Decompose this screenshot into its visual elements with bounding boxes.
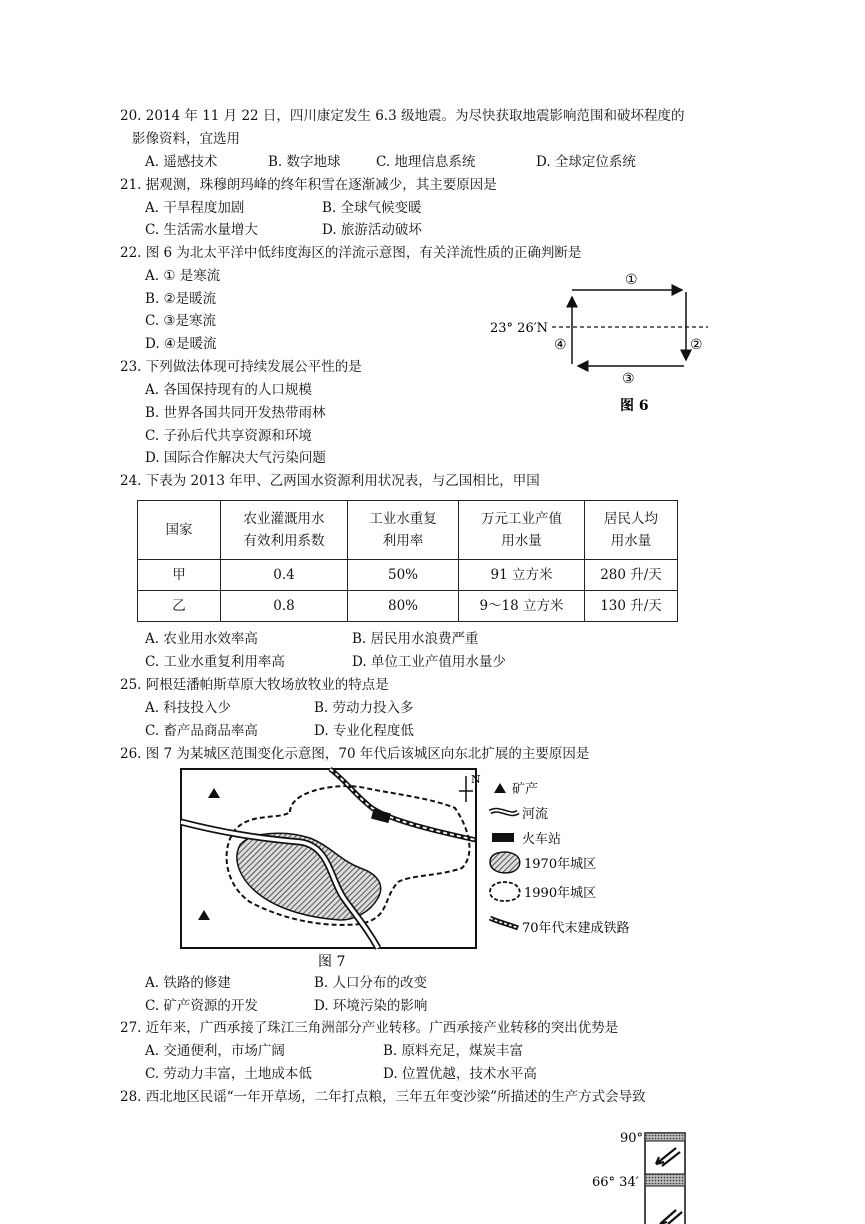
cell-perwan: 91 立方米: [459, 560, 585, 591]
legend-railway: 70年代末建成铁路: [522, 921, 630, 936]
q24-stem: 24. 下表为 2013 年甲、乙两国水资源利用状况表，与乙国相比，甲国: [120, 473, 540, 489]
q27-option-d: D. 位置优越，技术水平高: [383, 1066, 537, 1082]
map-frame: [181, 769, 476, 948]
q20-option-d: D. 全球定位系统: [536, 154, 636, 170]
q20-option-c: C. 地理信息系统: [376, 154, 476, 170]
legend-mineral-icon: [494, 783, 506, 793]
fig8-lat-90: 90°: [620, 1131, 644, 1146]
q21-option-c: C. 生活需水量增大: [145, 222, 258, 238]
q24-option-c: C. 工业水重复利用率高: [145, 654, 285, 670]
table-row: [138, 591, 678, 622]
railway-inner: [330, 769, 476, 840]
q23-option-c: C. 子孙后代共享资源和环境: [145, 428, 312, 444]
table-row: [138, 560, 678, 591]
q21-option-d: D. 旅游活动破坏: [322, 222, 422, 238]
q27-option-c: C. 劳动力丰富，土地成本低: [145, 1066, 312, 1082]
header-reuse-line1: 工业水重复: [369, 511, 437, 527]
q23-option-b: B. 世界各国共同开发热带雨林: [145, 405, 326, 421]
header-perwan: [459, 501, 585, 560]
cell-country: 乙: [138, 591, 221, 622]
fig6-label-3: ③: [622, 371, 635, 387]
river-inner: [181, 822, 378, 948]
train-station: [371, 809, 391, 823]
fig6-label-4: ④: [554, 337, 567, 353]
q22-option-d: D. ④是暖流: [145, 336, 217, 352]
q21-stem: 21. 据观测，珠穆朗玛峰的终年积雪在逐渐减少，其主要原因是: [120, 177, 497, 193]
legend-mineral: 矿产: [512, 782, 539, 797]
header-reuse-line2: 利用率: [382, 533, 424, 549]
header-agri: [221, 501, 348, 560]
header-resident-line2: 用水量: [610, 533, 652, 549]
cell-agri: 0.8: [221, 591, 348, 622]
q25-option-c: C. 畜产品商品率高: [145, 723, 258, 739]
q20-stem-line1: 20. 2014 年 11 月 22 日，四川康定发生 6.3 级地震。为尽快获取地震影响范围和破坏程度的: [120, 108, 685, 124]
legend-river-inner: [490, 810, 518, 813]
q23-stem: 23. 下列做法体现可持续发展公平性的是: [120, 359, 362, 375]
legend-station: 火车站: [522, 832, 562, 847]
mineral-icon: [208, 788, 220, 798]
railway: [330, 769, 476, 840]
q27-stem: 27. 近年来，广西承接了珠江三角洲部分产业转移。广西承接产业转移的突出优势是: [120, 1020, 619, 1036]
q26-option-c: C. 矿产资源的开发: [145, 998, 258, 1014]
legend-1990: 1990年城区: [524, 886, 597, 901]
q21-option-a: A. 干旱程度加剧: [145, 200, 245, 216]
q21-option-b: B. 全球气候变暖: [322, 200, 422, 216]
legend-station-icon: [492, 833, 514, 842]
fig7-caption: 图 7: [318, 954, 346, 970]
header-perwan-line1: 万元工业产值: [481, 511, 562, 527]
city-1970-area: [237, 833, 381, 920]
cell-resident: 280 升/天: [585, 560, 678, 591]
q22-stem: 22. 图 6 为北太平洋中低纬度海区的洋流示意图，有关洋流性质的正确判断是: [120, 245, 582, 261]
fig8-lat-66: 66° 34′: [592, 1175, 639, 1190]
legend-1970-icon: [490, 852, 520, 873]
q26-option-b: B. 人口分布的改变: [314, 975, 428, 991]
fig8-column: [645, 1133, 685, 1224]
wind-arrow-icon: [660, 1210, 682, 1224]
q24-option-a: A. 农业用水效率高: [145, 631, 258, 647]
q24-option-b: B. 居民用水浪费严重: [352, 631, 479, 647]
header-country: 国家: [138, 501, 221, 560]
legend-railway-inner: [490, 918, 518, 928]
q26-option-a: A. 铁路的修建: [145, 975, 231, 991]
q26-option-d: D. 环境污染的影响: [314, 998, 428, 1014]
legend-1990-icon: [490, 882, 520, 901]
q20-stem-line2: 影像资料，宜选用: [132, 131, 240, 147]
q27-option-b: B. 原料充足，煤炭丰富: [383, 1043, 524, 1059]
header-resident-line1: 居民人均: [604, 511, 658, 527]
q23-option-d: D. 国际合作解决大气污染问题: [145, 450, 326, 466]
q25-stem: 25. 阿根廷潘帕斯草原大牧场放牧业的特点是: [120, 677, 389, 693]
q26-stem: 26. 图 7 为某城区范围变化示意图，70 年代后该城区向东北扩展的主要原因是: [120, 746, 590, 762]
legend-railway-icon: [490, 918, 518, 928]
cell-country: 甲: [138, 560, 221, 591]
header-agri-line1: 农业灌溉用水: [243, 511, 325, 527]
city-1990-boundary: [227, 786, 470, 925]
river: [181, 822, 378, 948]
fig6-label-2: ②: [690, 337, 703, 353]
legend-1970: 1970年城区: [524, 857, 597, 872]
q22-option-a: A. ① 是寒流: [145, 268, 221, 284]
north-label: N: [471, 773, 481, 786]
legend-river: 河流: [522, 807, 549, 822]
wind-arrow-icon: [656, 1148, 680, 1166]
mineral-icon: [198, 910, 210, 920]
fig6-latitude: 23° 26′N: [490, 321, 549, 336]
q22-option-b: B. ②是暖流: [145, 291, 217, 307]
header-perwan-line2: 用水量: [501, 533, 542, 549]
q25-option-a: A. 科技投入少: [145, 700, 231, 716]
fig6-label-1: ①: [625, 272, 638, 288]
cell-reuse: 50%: [348, 560, 459, 591]
fig8-band-top: [645, 1133, 685, 1141]
header-reuse: [348, 501, 459, 560]
cell-perwan: 9～18 立方米: [459, 591, 585, 622]
cell-agri: 0.4: [221, 560, 348, 591]
q23-option-a: A. 各国保持现有的人口规模: [145, 382, 312, 398]
q27-option-a: A. 交通便利，市场广阔: [145, 1043, 285, 1059]
fig6-caption: 图 6: [620, 398, 649, 414]
cell-reuse: 80%: [348, 591, 459, 622]
water-resources-table: [137, 500, 678, 622]
q20-option-a: A. 遥感技术: [145, 154, 218, 170]
fig8-band-arctic: [645, 1174, 685, 1186]
q28-stem: 28. 西北地区民谣“一年开草场，二年打点粮，三年五年变沙梁”所描述的生产方式会导致: [120, 1089, 646, 1105]
q25-option-b: B. 劳动力投入多: [314, 700, 414, 716]
header-resident: [585, 501, 678, 560]
q22-option-c: C. ③是寒流: [145, 313, 217, 329]
q25-option-d: D. 专业化程度低: [314, 723, 414, 739]
q20-option-b: B. 数字地球: [268, 154, 341, 170]
cell-resident: 130 升/天: [585, 591, 678, 622]
header-agri-line2: 有效利用系数: [243, 533, 325, 549]
legend-river-icon: [490, 810, 518, 813]
q24-option-d: D. 单位工业产值用水量少: [352, 654, 506, 670]
